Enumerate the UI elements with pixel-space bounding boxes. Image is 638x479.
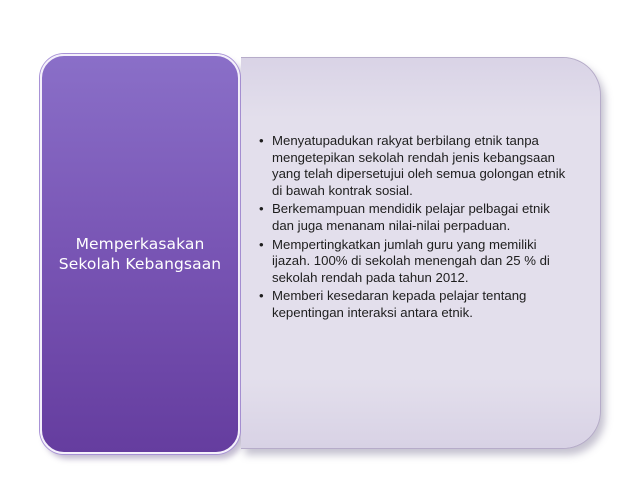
bullet-icon: • xyxy=(259,236,264,252)
list-item-text: Berkemampuan mendidik pelajar pelbagai etnik dan juga menanam nilai-nilai perpaduan. xyxy=(272,201,550,233)
bullet-list xyxy=(259,133,569,324)
list-item-text: Memberi kesedaran kepada pelajar tentang kepentingan interaksi antara etnik. xyxy=(272,288,527,320)
content-panel-bottom-shade xyxy=(241,378,600,448)
bullet-icon: • xyxy=(259,201,264,217)
content-panel xyxy=(241,57,601,449)
bullet-icon: • xyxy=(259,133,264,148)
list-item-text: Menyatupadukan rakyat berbilang etnik tanpa mengetepikan sekolah rendah jenis kebangsaan yang telah dipersetujui oleh semua golongan etnik di bawah kontrak sosial. xyxy=(272,133,566,198)
list-item xyxy=(259,237,569,287)
title-box-label: Memperkasakan Sekolah Kebangsaan xyxy=(58,235,222,273)
bullet-icon: • xyxy=(259,288,264,304)
content-panel-top-shade xyxy=(241,58,600,118)
list-item xyxy=(259,201,569,234)
title-box xyxy=(40,54,240,454)
list-item xyxy=(259,133,569,199)
list-item xyxy=(259,288,569,321)
list-item-text: Mempertingkatkan jumlah guru yang memiliki ijazah. 100% di sekolah menengah dan 25 % di sekolah rendah pada tahun 2012. xyxy=(272,236,550,285)
